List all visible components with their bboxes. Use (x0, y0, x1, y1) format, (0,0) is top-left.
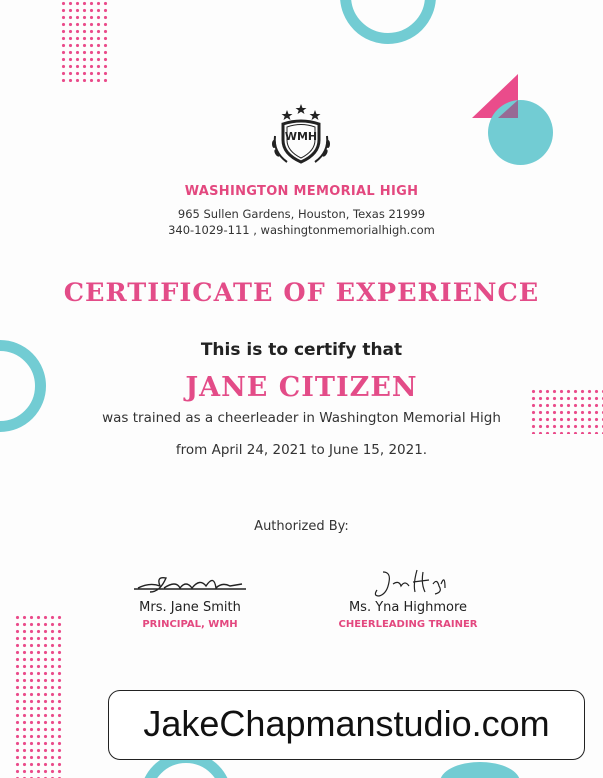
signature-principal (130, 566, 250, 600)
signature-trainer (353, 566, 463, 600)
dot-grid-top-left (60, 0, 110, 82)
dot-grid-bottom-left (14, 614, 64, 778)
school-address: 965 Sullen Gardens, Houston, Texas 21999 (177, 207, 426, 221)
signatory-role: PRINCIPAL, WMH (142, 619, 238, 630)
authorized-by-label: Authorized By: (254, 519, 349, 534)
logo-text: WMH (284, 130, 318, 143)
signatory-name: Mrs. Jane Smith (139, 600, 241, 615)
certificate-title: CERTIFICATE OF EXPERIENCE (63, 278, 540, 307)
signatory-name: Ms. Yna Highmore (348, 600, 468, 615)
signatory-principal (100, 566, 280, 630)
watermark-banner: JakeChapmanstudio.com (108, 690, 585, 760)
school-name: WASHINGTON MEMORIAL HIGH (184, 184, 419, 199)
certificate-description: was trained as a cheerleader in Washington Memorial High (102, 410, 501, 426)
triangle-overlap (470, 72, 520, 122)
certify-intro: This is to certify that (200, 340, 403, 360)
certificate-period: from April 24, 2021 to June 15, 2021. (175, 442, 428, 458)
school-contact: 340-1029-111 , washingtonmemorialhigh.com (168, 223, 435, 237)
recipient-name: JANE CITIZEN (185, 372, 418, 403)
signatory-role: CHEERLEADING TRAINER (338, 619, 478, 630)
ring-top (340, 0, 436, 44)
signatory-trainer (318, 566, 498, 630)
teal-shape-bottom-right (440, 762, 520, 778)
